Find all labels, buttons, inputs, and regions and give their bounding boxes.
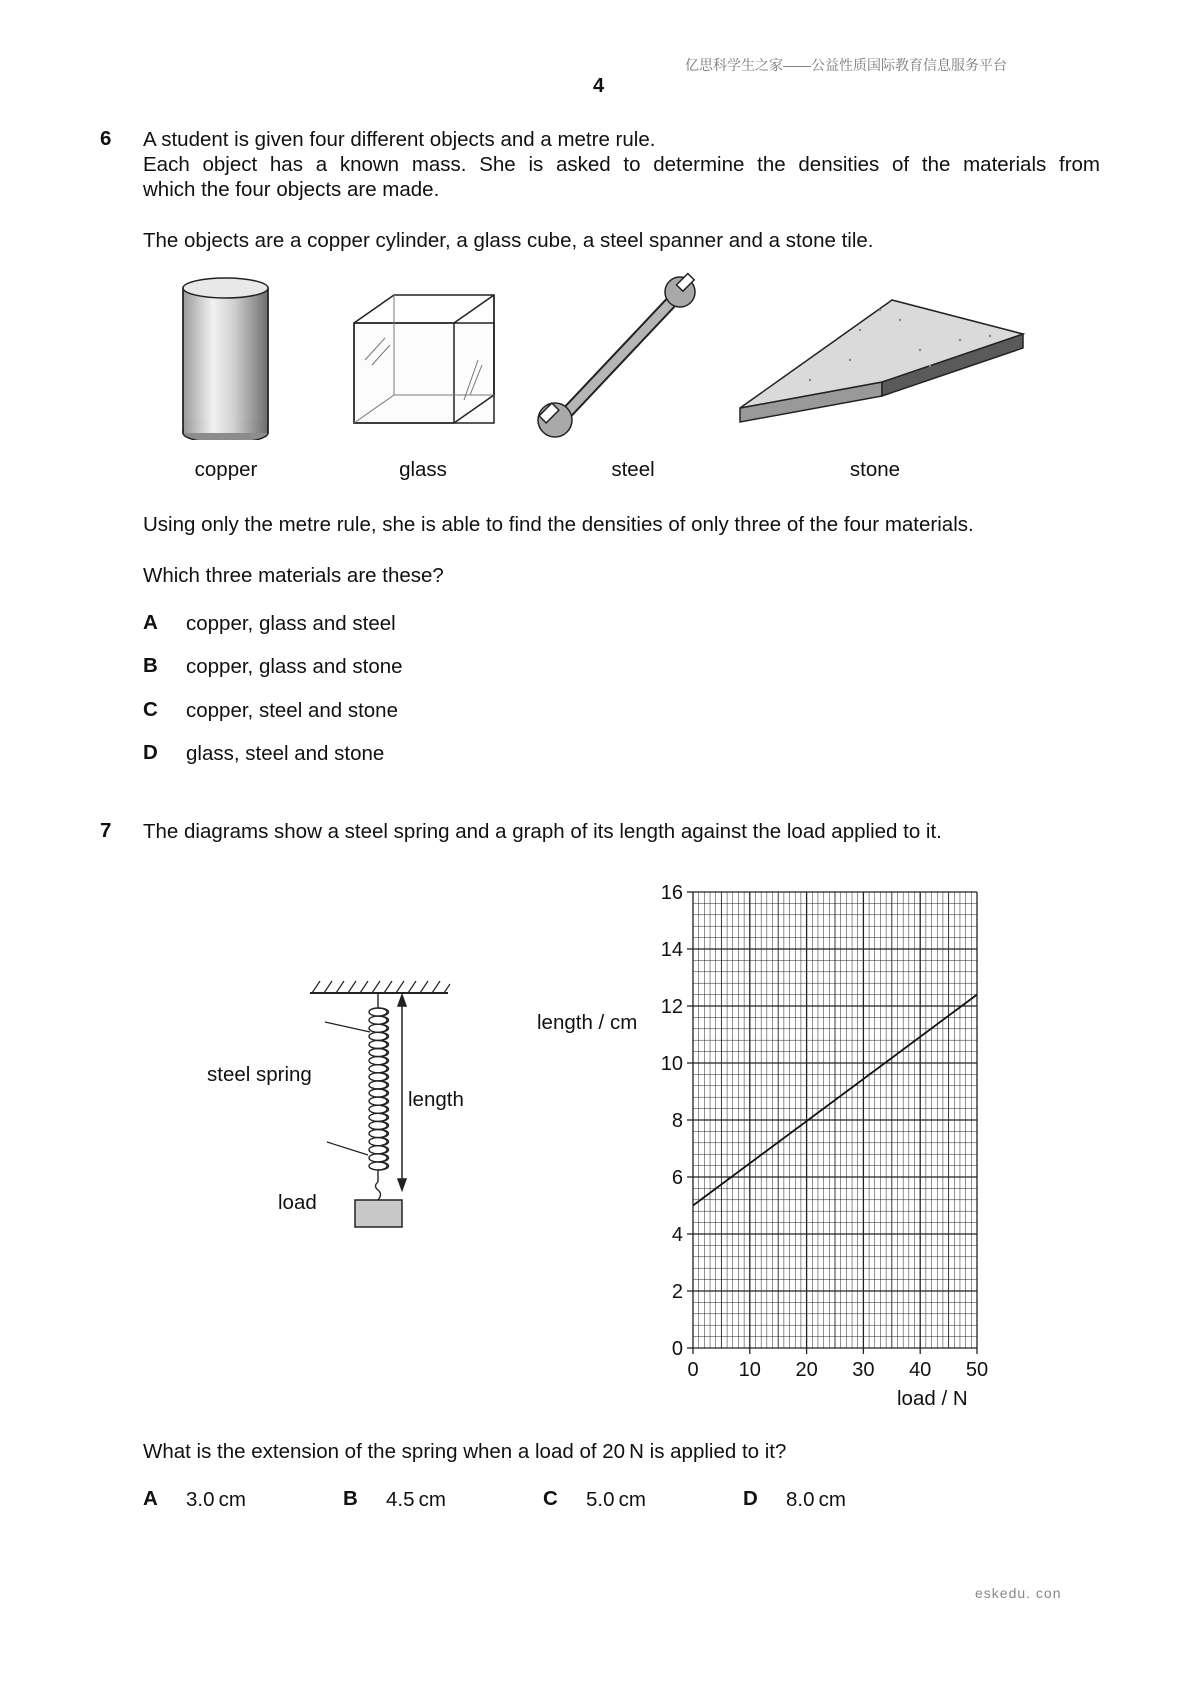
spring-leader-line (325, 1022, 370, 1032)
spring-loop (369, 1121, 387, 1129)
graph-x-label: load / N (897, 1387, 968, 1410)
q6-sentence: Using only the metre rule, she is able to find the densities of only three of the four materials. (143, 513, 974, 536)
q6-line-1: A student is given four different objects and a metre rule. (143, 128, 656, 151)
question-number-7: 7 (100, 819, 112, 842)
spring-loop (369, 1154, 387, 1162)
q6-objects-sentence: The objects are a copper cylinder, a glass cube, a steel spanner and a stone tile. (143, 229, 874, 252)
spring-loop (369, 1113, 387, 1121)
spring-loop (369, 1105, 387, 1113)
spring-loop (369, 1040, 387, 1048)
caption-copper: copper (194, 458, 258, 481)
option-text: 4.5 cm (386, 1488, 446, 1511)
spring-loop (369, 1008, 387, 1016)
x-tick-label: 30 (852, 1359, 875, 1380)
q7-question: What is the extension of the spring when a load of 20 N is applied to it? (143, 1440, 787, 1463)
y-tick-label: 6 (671, 1167, 683, 1189)
q6-question: Which three materials are these? (143, 564, 444, 587)
x-tick-label: 50 (965, 1359, 989, 1380)
option-letter: C (543, 1487, 558, 1510)
spring-loop (369, 1081, 387, 1089)
option-text: 5.0 cm (586, 1488, 646, 1511)
x-tick-label: 20 (795, 1359, 818, 1380)
caption-glass: glass (399, 458, 447, 481)
q6-line-3: which the four objects are made. (143, 178, 440, 201)
spring-loop (369, 1138, 387, 1146)
y-tick-label: 12 (660, 996, 683, 1018)
load-leader-line (327, 1142, 368, 1155)
y-tick-label: 4 (671, 1224, 683, 1246)
spring-loop (369, 1065, 387, 1073)
objects-figure (160, 270, 1030, 440)
option-text: copper, steel and stone (186, 699, 398, 722)
steel-spanner-image (538, 274, 695, 437)
ceiling-support (310, 981, 450, 993)
spring-coil (369, 993, 389, 1182)
spring-loop (369, 1057, 387, 1065)
x-tick-label: 10 (738, 1359, 761, 1380)
option-text: copper, glass and steel (186, 612, 396, 635)
y-tick-label: 14 (660, 939, 683, 961)
spring-loop (369, 1016, 387, 1024)
header-watermark: 亿思科学生之家——公益性质国际教育信息服务平台 (685, 57, 1007, 73)
option-text: copper, glass and stone (186, 655, 403, 678)
option-letter: A (143, 1487, 158, 1510)
option-letter: A (143, 611, 158, 634)
q6-line-2: Each object has a known mass. She is asked to determine the densities of the materials from (143, 153, 1100, 176)
label-length: length (408, 1088, 464, 1111)
spring-loop (369, 1049, 387, 1057)
load-block (355, 1200, 402, 1227)
spring-loop (369, 1073, 387, 1081)
x-tick-label: 40 (909, 1359, 932, 1380)
stone-tile-image (740, 300, 1023, 422)
label-steel-spring: steel spring (207, 1063, 312, 1086)
option-letter: B (143, 654, 158, 677)
option-text: 3.0 cm (186, 1488, 246, 1511)
graph-y-label: length / cm (537, 1011, 638, 1034)
spring-loop (369, 1097, 387, 1105)
spring-loop (369, 1162, 387, 1170)
spring-loop (369, 1024, 387, 1032)
length-arrow (398, 995, 406, 1190)
length-load-graph (630, 860, 1000, 1380)
option-text: glass, steel and stone (186, 742, 385, 765)
spring-loop (369, 1089, 387, 1097)
option-letter: D (143, 741, 158, 764)
copper-cylinder-image (183, 278, 268, 440)
glass-cube-image (354, 295, 494, 423)
load-hook (376, 1182, 381, 1200)
y-tick-label: 10 (660, 1053, 683, 1075)
y-tick-label: 0 (671, 1338, 683, 1360)
y-tick-label: 16 (660, 882, 683, 904)
question-number-6: 6 (100, 127, 112, 150)
footer-site: eskedu. con (975, 1585, 1062, 1601)
q7-intro: The diagrams show a steel spring and a graph of its length against the load applied to it. (143, 820, 942, 843)
option-letter: B (343, 1487, 358, 1510)
spring-loop (369, 1032, 387, 1040)
option-text: 8.0 cm (786, 1488, 846, 1511)
spring-loop (369, 1146, 387, 1154)
option-letter: D (743, 1487, 758, 1510)
caption-stone: stone (849, 458, 901, 481)
label-load: load (278, 1191, 317, 1214)
spring-loop (369, 1130, 387, 1138)
option-letter: C (143, 698, 158, 721)
x-tick-label: 0 (687, 1359, 699, 1380)
page-number: 4 (593, 75, 605, 97)
y-tick-label: 8 (671, 1110, 683, 1132)
caption-steel: steel (611, 458, 655, 481)
y-tick-label: 2 (671, 1281, 683, 1303)
